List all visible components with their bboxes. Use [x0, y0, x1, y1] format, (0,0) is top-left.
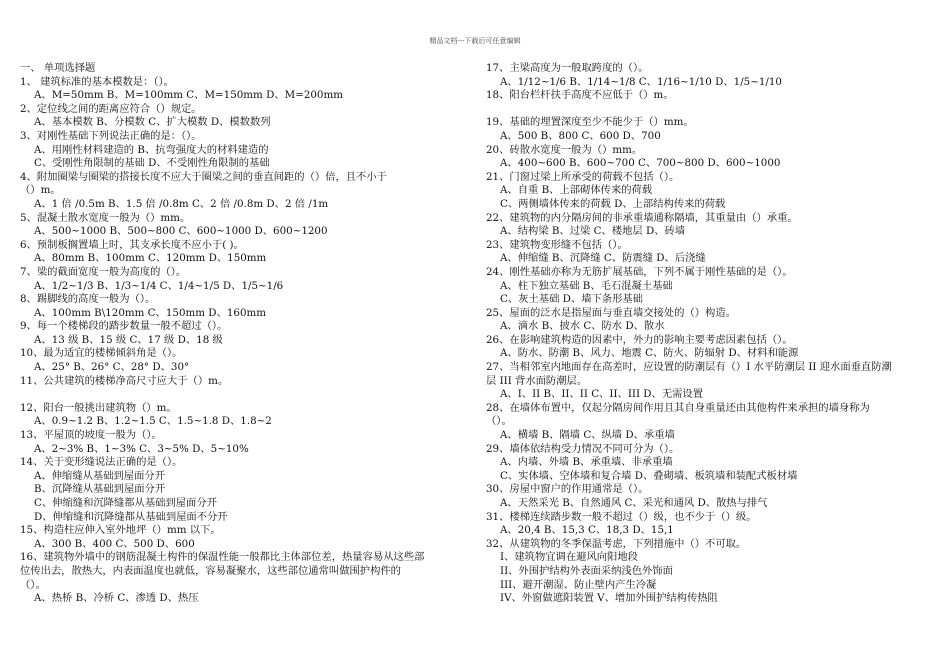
- page-header: 精品文档---下载后可任意编辑: [429, 37, 521, 45]
- answer-options-line: A、500 B、800 C、600 D、700: [500, 129, 661, 142]
- question-line: 位传出去，散热大，内表面温度也就低，容易凝聚水，这些部位通常叫做围护构件的: [20, 564, 401, 577]
- question-line: 14、关于变形缝说法正确的是（）。: [20, 456, 183, 469]
- question-line: 层 III 背水面防潮层。: [486, 374, 588, 387]
- answer-options-line: D、伸缩缝和沉降缝都从基础到屋面不分开: [34, 510, 228, 523]
- question-line: 28、在墙体布置中，仅起分隔房间作用且其自身重量还由其他构件来承担的墙身称为: [486, 401, 870, 414]
- question-line: 19、基础的埋置深度至少不能少于（）mm。: [486, 116, 694, 129]
- answer-options-line: C、伸缩缝和沉降缝都从基础到屋面分开: [34, 497, 217, 509]
- answer-options-line: II、外围护结构外表面采纳浅色外饰面: [500, 564, 673, 577]
- answer-options-line: A、1 倍 /0.5m B、1.5 倍 /0.8m C、2 倍 /0.8m D、2 倍 /1m: [34, 197, 329, 210]
- question-line: 21、门窗过梁上所承受的荷载不包括（）。: [486, 170, 680, 183]
- question-line: 31、楼梯连续踏步数一般不超过（）级，也不少于（）级。: [486, 510, 757, 523]
- question-line: 9、每一个楼梯段的踏步数量一般不超过（）。: [20, 320, 228, 333]
- answer-options-line: C、两侧墙体传来的荷载 D、上部结构传来的荷载: [500, 197, 726, 210]
- question-line: 30、房屋中窗户的作用通常是（）。: [486, 483, 649, 496]
- answer-options-line: A、500~1000 B、500~800 C、600~1000 D、600~1200: [34, 225, 328, 238]
- question-line: 27、当相邻室内地面存在高差时，应设置的防潮层有（）I 水平防潮层 II 迎水面垂直防潮: [486, 361, 892, 374]
- answer-options-line: A、横墙 B、隔墙 C、纵墙 D、承重墙: [500, 429, 675, 442]
- answer-options-line: A、I、II B、II、II C、II、III D、无需设置: [500, 388, 704, 401]
- answer-options-line: A、13 级 B、15 级 C、17 级 D、18 级: [34, 333, 223, 346]
- question-line: 一、 单项选择题: [20, 62, 96, 74]
- question-line: 7、梁的截面宽度一般为高度的（）。: [20, 265, 187, 278]
- answer-options-line: A、基本模数 B、分模数 C、扩大模数 D、模数数列: [34, 116, 271, 129]
- question-line: 23、建筑物变形缝不包括（）。: [486, 238, 628, 251]
- question-line: 25、屋面的泛水是指屋面与垂直墙交接处的（）构造。: [486, 306, 736, 319]
- question-line: 15、构造柱应伸入室外地坪（）mm 以下。: [20, 524, 221, 537]
- answer-options-line: A、M=50mm B、M=100mm C、M=150mm D、M=200mm: [34, 89, 344, 102]
- answer-options-line: A、300 B、400 C、500 D、600: [34, 537, 195, 550]
- answer-options-line: A、400~600 B、600~700 C、700~800 D、600~1000: [500, 157, 781, 170]
- answer-options-line: A、伸缩缝 B、沉降缝 C、防震缝 D、后浇缝: [500, 252, 706, 265]
- question-line: 2、定位线之间的距离应符合（）规定。: [20, 102, 202, 115]
- question-line: 1、 建筑标准的基本模数是：（）。: [20, 75, 174, 88]
- question-line: 3、对刚性基础下列说法正确的是：（）。: [20, 129, 202, 142]
- answer-options-line: III、避开潮湿、防止壁内产生冷凝: [500, 578, 657, 591]
- answer-options-line: C、实体墙、空体墙和复合墙 D、叠砌墙、板筑墙和装配式板材墙: [500, 469, 798, 482]
- answer-options-line: A、伸缩缝从基础到屋面分开: [34, 469, 165, 482]
- question-line: 6、预制板搁置墙上时，其支承长度不应小于( )。: [20, 238, 244, 251]
- question-line: （）。: [486, 415, 512, 428]
- question-line: 20、砖散水宽度一般为（）mm。: [486, 143, 643, 156]
- question-line: 4、附加圈梁与圈梁的搭接长度不应大于圈梁之间的垂直间距的（）倍，且不小于: [20, 170, 387, 183]
- question-line: 22、建筑物的内分隔房间的非承重墙通称隔墙，其重量由（）承重。: [486, 211, 798, 224]
- answer-options-line: A、自重 B、上部砌体传来的荷载: [500, 184, 653, 197]
- answer-options-line: A、用刚性材料建造的 B、抗弯强度大的材料建造的: [34, 143, 269, 156]
- answer-options-line: A、100mm B\120mm C、150mm D、160mm: [34, 306, 267, 319]
- question-line: 11、公共建筑的楼梯净高尺寸应大于（）m。: [20, 374, 229, 387]
- question-line: 24、刚性基础亦称为无筋扩展基础，下列不属于刚性基础的是（）。: [486, 265, 793, 278]
- answer-options-line: A、热桥 B、冷桥 C、渗透 D、热压: [34, 592, 199, 605]
- question-line: 13、平屋顶的坡度一般为（）。: [20, 429, 162, 442]
- question-line: 12、阳台一般挑出建筑物（）m。: [20, 401, 177, 414]
- answer-options-line: C、受刚性角限制的基础 D、不受刚性角限制的基础: [34, 157, 270, 170]
- answer-options-line: A、天然采光 B、自然通风 C、采光和通风 D、散热与排气: [500, 497, 768, 509]
- answer-options-line: A、0.9~1.2 B、1.2~1.5 C、1.5~1.8 D、1.8~2: [34, 415, 272, 428]
- question-line: 18、阳台栏杆扶手高度不应低于（）m。: [486, 89, 674, 102]
- answer-options-line: A、柱下独立基础 B、毛石混凝土基础: [500, 279, 673, 292]
- answer-options-line: A、防水、防潮 B、风力、地震 C、防火、防辐射 D、材料和能源: [500, 347, 799, 360]
- answer-options-line: C、灰土基础 D、墙下条形基础: [500, 293, 643, 306]
- question-line: 26、在影响建筑构造的因素中，外力的影响主要考虑因素包括（）。: [486, 333, 793, 346]
- question-line: （）m。: [20, 184, 61, 197]
- right-column: [486, 62, 932, 606]
- answer-options-line: A、2~3% B、1~3% C、3~5% D、5~10%: [34, 442, 249, 455]
- answer-options-line: A、25° B、26° C、28° D、30°: [34, 361, 190, 374]
- question-line: 10、最为适宜的楼梯倾斜角是（）。: [20, 347, 183, 360]
- answer-options-line: A、滴水 B、披水 C、防水 D、散水: [500, 320, 665, 333]
- question-line: 29、墙体依结构受力情况不同可分为（）。: [486, 442, 680, 455]
- answer-options-line: A、1/12~1/6 B、1/14~1/8 C、1/16~1/10 D、1/5~1/10: [500, 75, 782, 88]
- question-line: 17、主梁高度为一般取跨度的（）。: [486, 62, 649, 74]
- answer-options-line: IV、外窗做遮阳装置 V、增加外围护结构传热阻: [500, 592, 718, 605]
- blank-line: [486, 103, 932, 117]
- answer-options-line: A、内墙、外墙 B、承重墙、非承重墙: [500, 456, 673, 469]
- answer-options-line: A、20,4 B、15,3 C、18,3 D、15,1: [500, 524, 674, 537]
- question-line: 8、踢脚线的高度一般为（）。: [20, 293, 156, 306]
- answer-options-line: A、1/2~1/3 B、1/3~1/4 C、1/4~1/5 D、1/5~1/6: [34, 279, 284, 292]
- blank-line: [20, 388, 466, 402]
- question-line: 5、混凝土散水宽度一般为（）mm。: [20, 211, 191, 224]
- answer-options-line: B、沉降缝从基础到屋面分开: [34, 483, 166, 496]
- left-column: [20, 62, 466, 606]
- answer-options-line: A、结构梁 B、过梁 C、楼地层 D、砖墙: [500, 225, 686, 238]
- answer-options-line: I、建筑物宜调在避风向阳地段: [500, 551, 638, 564]
- question-line: （）。: [20, 578, 46, 591]
- question-line: 16、建筑物外墙中的钢筋混凝土构件的保温性能一般都比主体部位差，热量容易从这些部: [20, 551, 425, 564]
- answer-options-line: A、80mm B、100mm C、120mm D、150mm: [34, 252, 267, 265]
- question-line: 32、从建筑物的冬季保温考虑，下列措施中（）不可取。: [486, 537, 747, 550]
